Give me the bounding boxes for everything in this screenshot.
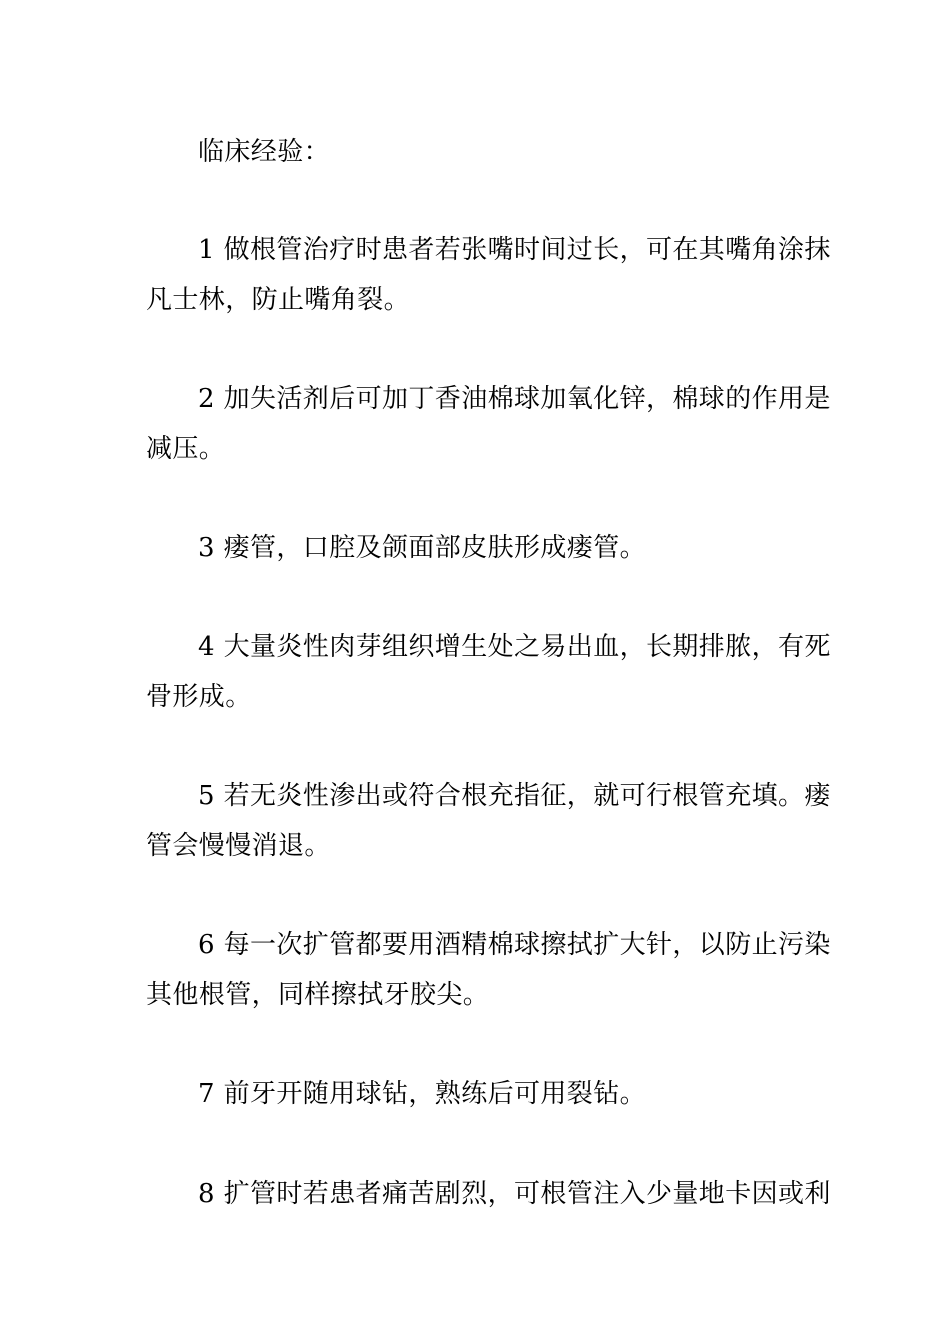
paragraph-5-line-1: 5 若无炎性渗出或符合根充指征，就可行根管充填。瘘: [198, 781, 831, 811]
paragraph-6-line-2: 其他根管，同样擦拭牙胶尖。: [146, 980, 490, 1010]
paragraph-3-line-1: 3 瘘管，口腔及颌面部皮肤形成瘘管。: [198, 533, 647, 563]
paragraph-7-line-1: 7 前牙开随用球钻，熟练后可用裂钻。: [198, 1079, 647, 1109]
paragraph-8-line-1: 8 扩管时若患者痛苦剧烈，可根管注入少量地卡因或利: [198, 1179, 831, 1209]
paragraph-2-line-1: 2 加失活剂后可加丁香油棉球加氧化锌，棉球的作用是: [198, 384, 831, 414]
paragraph-1-line-2: 凡士林，防止嘴角裂。: [146, 285, 411, 315]
paragraph-1-line-1: 1 做根管治疗时患者若张嘴时间过长，可在其嘴角涂抹: [198, 235, 831, 265]
section-heading: 临床经验：: [198, 137, 331, 167]
paragraph-6-line-1: 6 每一次扩管都要用酒精棉球擦拭扩大针，以防止污染: [198, 930, 831, 960]
paragraph-4-line-1: 4 大量炎性肉芽组织增生处之易出血，长期排脓，有死: [198, 632, 831, 662]
paragraph-5-line-2: 管会慢慢消退。: [146, 831, 331, 861]
paragraph-4-line-2: 骨形成。: [146, 682, 252, 712]
paragraph-2-line-2: 减压。: [146, 434, 226, 464]
